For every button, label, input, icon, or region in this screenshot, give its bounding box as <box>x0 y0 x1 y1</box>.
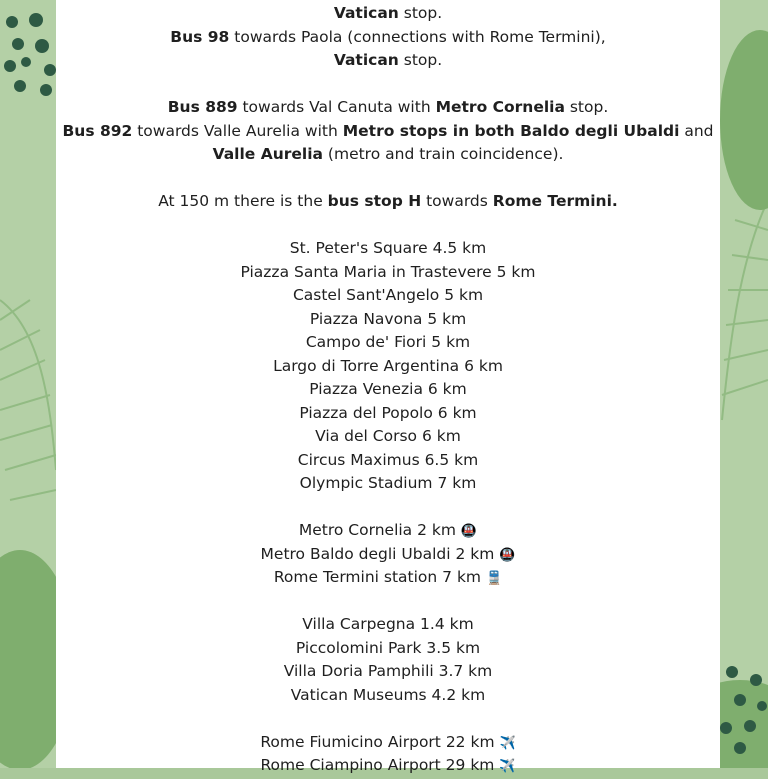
park-item: Piccolomini Park 3.5 km <box>295 638 481 657</box>
transport-item: Metro Baldo degli Ubaldi 2 km 🚇 <box>260 544 516 563</box>
right-blob-shape <box>720 30 768 210</box>
transport-item: Rome Termini station 7 km 🚆 <box>273 568 503 586</box>
bus-info-line-4: Bus 889 towards Val Canuta with Metro Cornelia stop. <box>167 98 609 116</box>
transport-item: Metro Cornelia 2 km 🚇 <box>298 521 478 539</box>
sight-item: Largo di Torre Argentina 6 km <box>273 356 503 375</box>
sight-item: Via del Corso 6 km <box>315 427 461 445</box>
sights-list <box>56 237 720 496</box>
bus-info-line-3: Vatican stop. <box>333 51 443 69</box>
park-item: Vatican Museums 4.2 km <box>290 685 486 704</box>
metro-icon: 🚇 <box>460 524 478 539</box>
sight-item: Castel Sant'Angelo 5 km <box>292 286 484 304</box>
bus-info-line-2: Bus 98 towards Paola (connections with Rome Termini), <box>170 27 606 46</box>
airport-item: Rome Fiumicino Airport 22 km ✈️ <box>260 732 516 751</box>
right-palm-leaf-icon <box>722 200 768 420</box>
bus-stop-h-line: At 150 m there is the bus stop H towards Rome Termini. <box>158 192 618 210</box>
sight-item: Piazza Venezia 6 km <box>309 380 467 398</box>
transport-list <box>56 519 720 590</box>
info-card <box>56 0 720 774</box>
sight-item: Piazza Santa Maria in Trastevere 5 km <box>240 262 536 281</box>
info-text <box>56 0 720 778</box>
sight-item: Circus Maximus 6.5 km <box>297 450 479 469</box>
airplane-icon: ✈️ <box>499 759 516 774</box>
park-item: Villa Doria Pamphili 3.7 km <box>283 662 493 680</box>
train-icon: 🚆 <box>485 571 503 586</box>
airports-list <box>56 731 720 778</box>
left-palm-leaf-icon <box>0 300 56 500</box>
sight-item: St. Peter's Square 4.5 km <box>289 239 487 257</box>
sight-item: Olympic Stadium 7 km <box>299 474 477 492</box>
park-item: Villa Carpegna 1.4 km <box>302 615 474 633</box>
bus-info-line-1: Vatican stop. <box>333 4 443 22</box>
airplane-icon: ✈️ <box>499 735 516 751</box>
metro-icon: 🚇 <box>499 547 516 563</box>
bus-info-line-5: Bus 892 towards Valle Aurelia with Metro stops in both Baldo degli Ubaldi and <box>62 121 714 140</box>
bus-info-line-6: Valle Aurelia (metro and train coincidence). <box>212 145 564 163</box>
sight-item: Campo de' Fiori 5 km <box>305 333 471 351</box>
sight-item: Piazza del Popolo 6 km <box>299 403 477 422</box>
airport-item: Rome Ciampino Airport 29 km ✈️ <box>260 756 516 774</box>
parks-list <box>56 613 720 707</box>
sight-item: Piazza Navona 5 km <box>309 309 467 328</box>
